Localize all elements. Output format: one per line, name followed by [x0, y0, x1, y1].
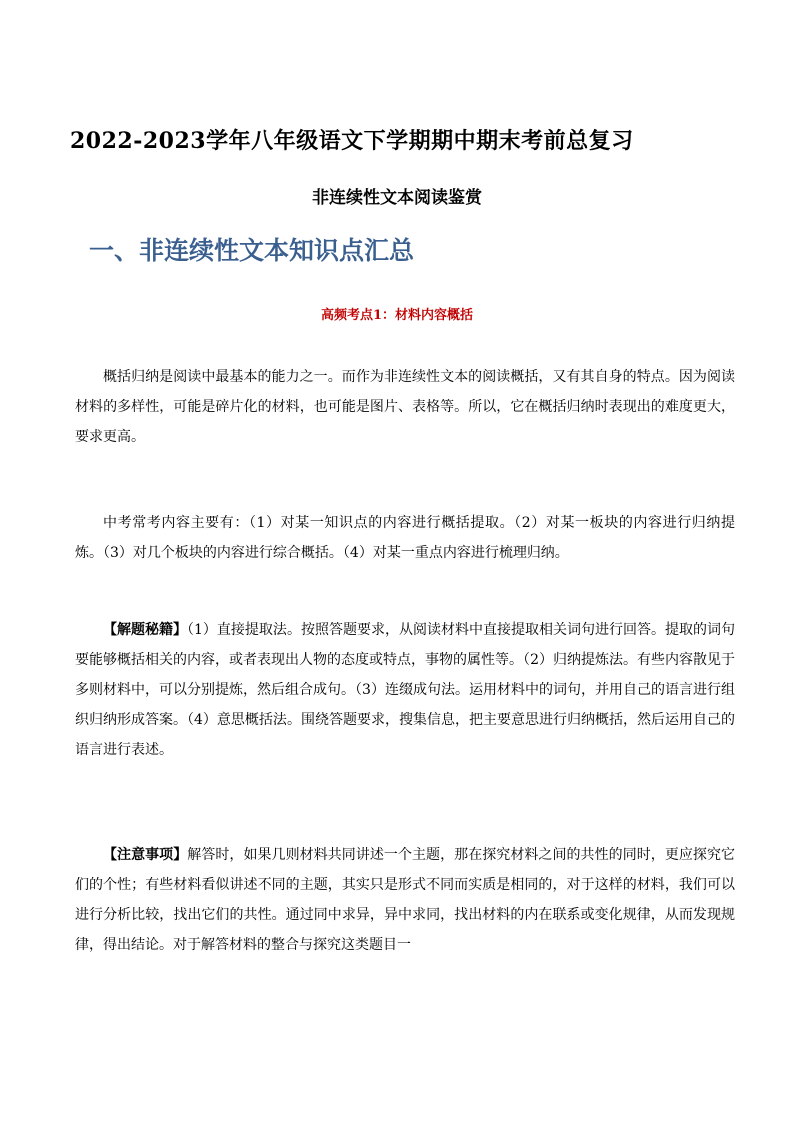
- topic-heading: 高频考点1：材料内容概括: [320, 308, 474, 323]
- notes-body: 解答时，如果几则材料共同讲述一个主题，那在探究材料之间的共性的同时，更应探究它们的个性；有些材料看似讲述不同的主题，其实只是形式不同而实质是相同的，对于这样的材料，我们可以进行分析比较，找出它们的共性。通过同中求异，异中求同，找出材料的内在联系或变化规律，从而发现规律，得出结论。对于解答材料的整合与探究这类题目一: [75, 847, 736, 953]
- section-heading: 一、非连续性文本知识点汇总: [89, 236, 415, 265]
- solving-tips-label: 【解题秘籍】: [103, 622, 188, 638]
- document-subtitle: 非连续性文本阅读鉴赏: [312, 188, 482, 208]
- paragraph-notes: [75, 840, 735, 960]
- paragraph-solving-tips: [75, 615, 735, 765]
- document-title: 2022-2023学年八年级语文下学期期中期末考前总复习: [70, 128, 634, 154]
- solving-tips-body: （1）直接提取法。按照答题要求，从阅读材料中直接提取相关词句进行回答。提取的词句要能够概括相关的内容，或者表现出人物的态度或特点，事物的属性等。（2）归纳提炼法。有些内容散见于多则材料中，可以分别提炼，然后组合成句。（3）连缀成句法。运用材料中的词句，并用自己的语言进行组织归纳形成答案。（4）意思概括法。围绕答题要求，搜集信息，把主要意思进行归纳概括，然后运用自己的语言进行表述。: [75, 622, 736, 758]
- paragraph-exam-content: 中考常考内容主要有：（1）对某一知识点的内容进行概括提取。（2）对某一板块的内容进行归纳提炼。（3）对几个板块的内容进行综合概括。（4）对某一重点内容进行梳理归纳。: [75, 515, 735, 561]
- notes-label: 【注意事项】: [103, 847, 188, 863]
- paragraph-summary-ability: 概括归纳是阅读中最基本的能力之一。而作为非连续性文本的阅读概括，又有其自身的特点。因为阅读材料的多样性，可能是碎片化的材料，也可能是图片、表格等。所以，它在概括归纳时表现出的难度更大，要求更高。: [75, 369, 735, 445]
